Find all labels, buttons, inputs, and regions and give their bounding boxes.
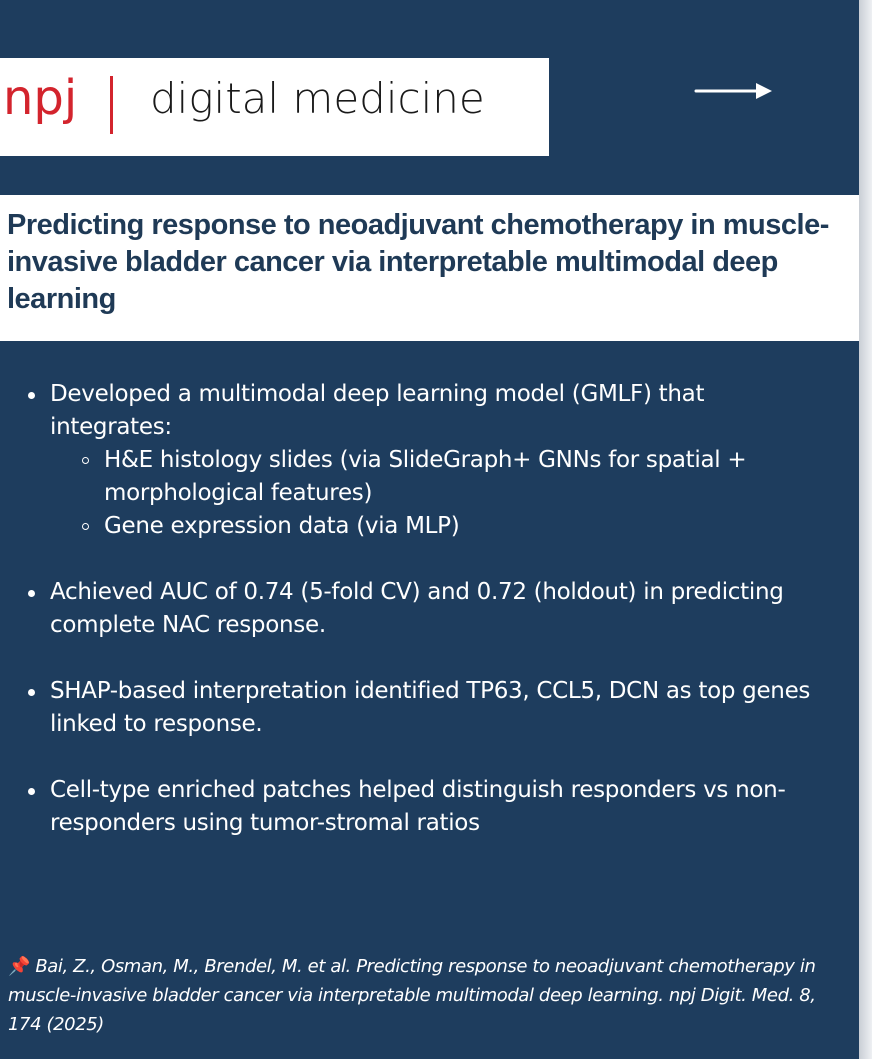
bullet-text: Developed a multimodal deep learning model (GMLF) that integrates:: [50, 381, 705, 440]
logo-separator: [110, 76, 113, 134]
sub-list: [50, 444, 822, 543]
citation: [8, 952, 848, 1039]
citation-text: Bai, Z., Osman, M., Brendel, M. et al. Predicting response to neoadjuvant chemotherapy in muscle-invasive bladder cancer via interpretable multimodal deep learning. npj Digit. Med. 8, 174 (2025): [8, 956, 816, 1035]
list-item: Cell-type enriched patches helped distinguish responders vs non-responders using tumor-stromal ratios: [22, 774, 822, 840]
list-item: Achieved AUC of 0.74 (5-fold CV) and 0.72 (holdout) in predicting complete NAC response.: [22, 576, 822, 642]
key-points-list: [22, 378, 822, 873]
sub-list-item: H&E histology slides (via SlideGraph+ GNNs for spatial + morphological features): [50, 444, 822, 510]
journal-logo: [0, 58, 549, 156]
sub-list-item: Gene expression data (via MLP): [50, 510, 822, 543]
pin-icon: 📌: [8, 956, 31, 977]
title-band: [0, 195, 859, 341]
list-item: [22, 378, 822, 543]
page-edge: [859, 0, 872, 1059]
logo-brand: npj: [3, 70, 78, 126]
arrow-right-icon[interactable]: [694, 78, 774, 104]
logo-journal-name: digital medicine: [150, 74, 485, 123]
list-item: SHAP-based interpretation identified TP63, CCL5, DCN as top genes linked to response.: [22, 675, 822, 741]
page-title: Predicting response to neoadjuvant chemotherapy in muscle-invasive bladder cancer via interpretable multimodal deep learning: [7, 209, 829, 315]
